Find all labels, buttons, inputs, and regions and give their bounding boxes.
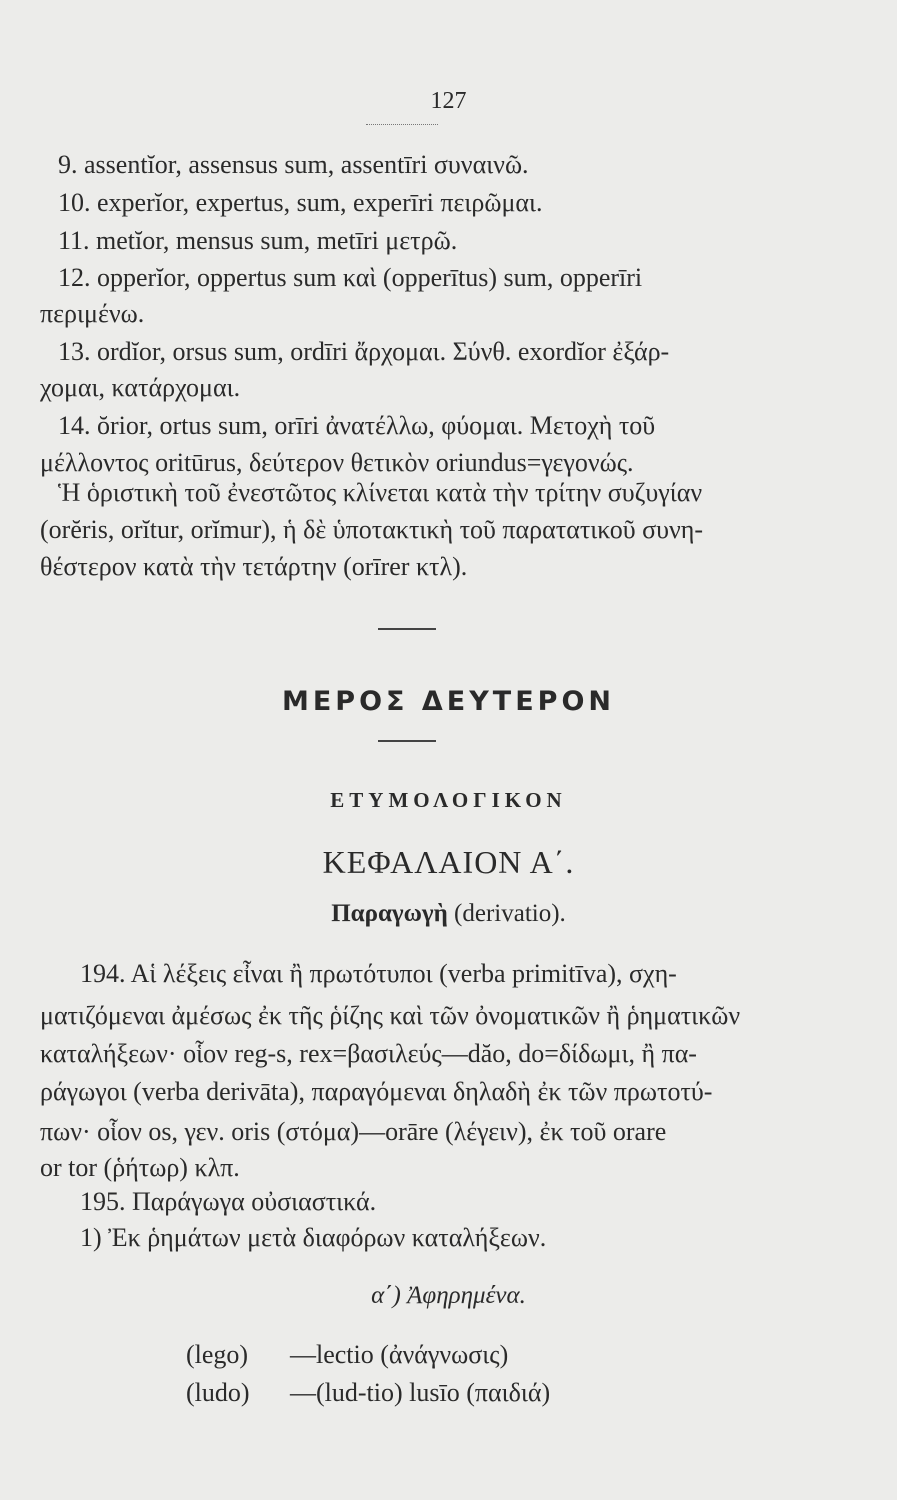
divider: [378, 628, 436, 630]
subtitle-rest: (derivatio).: [447, 900, 566, 927]
text-line: μέλλοντος oritūrus, δεύτερον θετικὸν oriundus=γεγονώς.: [40, 448, 634, 477]
text-line: 10. experĭor, expertus, sum, experīri πειρῶμαι.: [58, 188, 543, 217]
subsection-heading: α΄) Ἀφηρημένα.: [371, 1282, 526, 1309]
subtitle: [0, 900, 897, 928]
example-stem: (ludo): [186, 1378, 250, 1407]
page-number-rule: [366, 124, 438, 125]
page-number: 127: [430, 88, 467, 114]
text-line: πων· οἷον os, γεν. oris (στόμα)—orāre (λέγειν), ἐκ τοῦ orare: [40, 1117, 667, 1146]
chapter-title: ΚΕΦΑΛΑΙΟΝ Α΄.: [322, 844, 575, 880]
text-line: ματιζόμεναι ἀμέσως ἐκ τῆς ῥίζης καὶ τῶν ὀνοματικῶν ἢ ῥηματικῶν: [40, 1001, 741, 1030]
part-title: ΜΕΡΟΣ ΔΕΥΤΕΡΟΝ: [282, 686, 615, 717]
text-line: 9. assentĭor, assensus sum, assentīri συναινῶ.: [58, 150, 529, 179]
text-line: 14. ŏrior, ortus sum, orīri ἀνατέλλω, φύομαι. Μετοχὴ τοῦ: [58, 411, 656, 440]
text-line: 1) Ἐκ ῥημάτων μετὰ διαφόρων καταλήξεων.: [80, 1223, 547, 1252]
text-line: 11. metĭor, mensus sum, metīri μετρῶ.: [58, 226, 458, 255]
text-line: Ἡ ὁριστικὴ τοῦ ἐνεστῶτος κλίνεται κατὰ τὴν τρίτην συζυγίαν: [58, 478, 703, 507]
text-line: 195. Παράγωγα οὐσιαστικά.: [80, 1187, 377, 1216]
example-derived: —(lud-tio) lusīo (παιδιά): [290, 1378, 551, 1407]
text-line: 194. Αἱ λέξεις εἶναι ἢ πρωτότυποι (verba primitīva), σχη-: [80, 959, 677, 988]
section-title: ΕΤΥΜΟΛΟΓΙΚΟΝ: [330, 788, 567, 812]
text-line: περιμένω.: [40, 299, 145, 328]
text-line: (orĕris, orĭtur, orĭmur), ἡ δὲ ὑποτακτικὴ τοῦ παρατατικοῦ συνη-: [40, 515, 704, 544]
divider: [378, 740, 436, 742]
text-line: καταλήξεων· οἷον reg-s, rex=βασιλεύς—dăo, do=δίδωμι, ἢ πα-: [40, 1039, 697, 1068]
text-line: 12. opperĭor, oppertus sum καὶ (opperītus) sum, opperīri: [58, 263, 643, 292]
text-line: 13. ordĭor, orsus sum, ordīri ἄρχομαι. Σύνθ. exordĭor ἐξάρ-: [58, 337, 670, 366]
subtitle-bold: Παραγωγὴ: [331, 900, 448, 927]
text-line: ράγωγοι (verba derivāta), παραγόμεναι δηλαδὴ ἐκ τῶν πρωτοτύ-: [40, 1077, 713, 1106]
example-derived: —lectio (ἀνάγνωσις): [290, 1340, 509, 1369]
text-line: θέστερον κατὰ τὴν τετάρτην (orīrer κτλ).: [40, 552, 468, 581]
text-line: or tor (ῥήτωρ) κλπ.: [40, 1153, 240, 1182]
example-stem: (lego): [186, 1340, 249, 1369]
text-line: χομαι, κατάρχομαι.: [40, 373, 241, 402]
